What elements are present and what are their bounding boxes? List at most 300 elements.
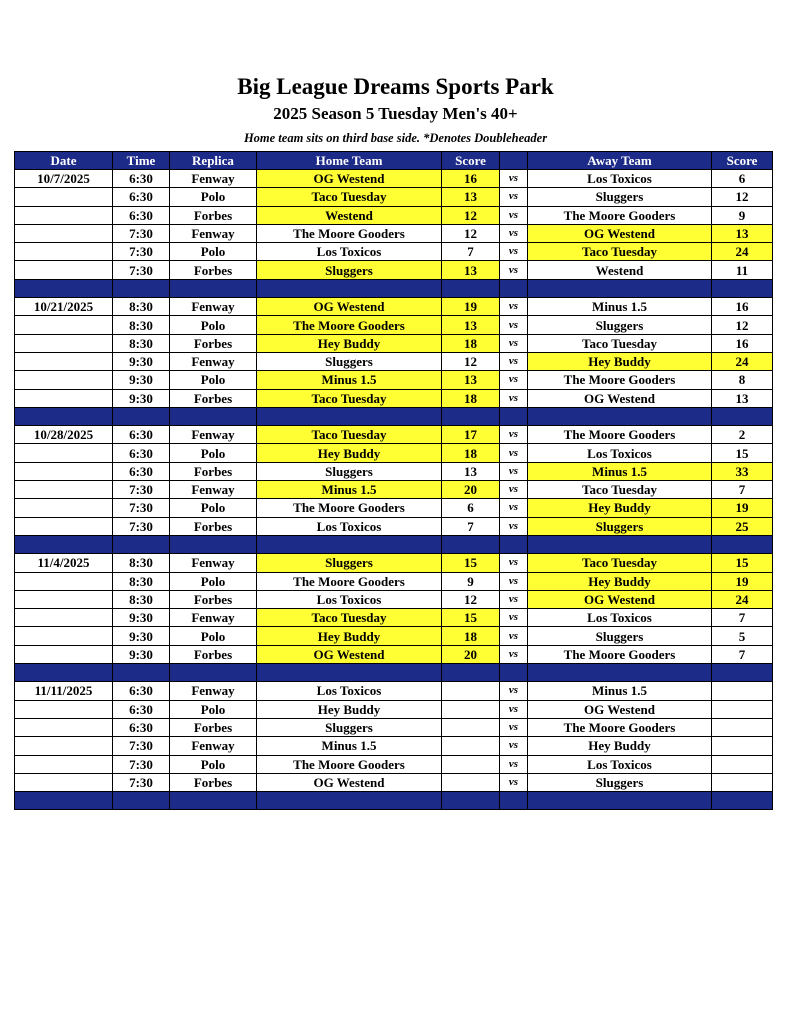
away-score-cell: 15 — [712, 444, 773, 462]
table-row — [15, 572, 773, 590]
home-team-cell: Taco Tuesday — [257, 188, 442, 206]
away-score-cell — [712, 737, 773, 755]
date-cell — [15, 737, 113, 755]
replica-cell: Forbes — [170, 773, 257, 791]
separator-cell — [500, 279, 528, 297]
date-cell — [15, 389, 113, 407]
vs-cell: vs — [500, 426, 528, 444]
home-score-cell: 12 — [442, 206, 500, 224]
home-score-cell — [442, 755, 500, 773]
away-score-cell: 15 — [712, 554, 773, 572]
home-team-cell: Westend — [257, 206, 442, 224]
replica-cell: Forbes — [170, 517, 257, 535]
home-team-cell: Minus 1.5 — [257, 481, 442, 499]
separator-cell — [442, 664, 500, 682]
date-cell — [15, 700, 113, 718]
separator-cell — [500, 535, 528, 553]
separator-cell — [15, 664, 113, 682]
separator-cell — [15, 792, 113, 810]
date-cell: 10/28/2025 — [15, 426, 113, 444]
week-separator-row — [15, 535, 773, 553]
away-score-cell: 24 — [712, 352, 773, 370]
date-cell — [15, 224, 113, 242]
away-team-cell: Hey Buddy — [528, 352, 712, 370]
home-team-cell: Los Toxicos — [257, 517, 442, 535]
away-team-cell: Minus 1.5 — [528, 682, 712, 700]
home-score-cell: 13 — [442, 316, 500, 334]
separator-cell — [257, 279, 442, 297]
replica-cell: Fenway — [170, 609, 257, 627]
away-team-cell: Taco Tuesday — [528, 334, 712, 352]
away-score-cell — [712, 755, 773, 773]
replica-cell: Polo — [170, 316, 257, 334]
separator-cell — [15, 279, 113, 297]
separator-cell — [442, 792, 500, 810]
separator-cell — [170, 792, 257, 810]
home-score-cell — [442, 773, 500, 791]
home-score-cell: 7 — [442, 243, 500, 261]
replica-cell: Forbes — [170, 462, 257, 480]
time-cell: 6:30 — [113, 444, 170, 462]
replica-cell: Forbes — [170, 718, 257, 736]
replica-cell: Fenway — [170, 170, 257, 188]
separator-cell — [712, 407, 773, 425]
date-cell — [15, 316, 113, 334]
away-team-cell: The Moore Gooders — [528, 645, 712, 663]
separator-cell — [257, 535, 442, 553]
home-score-cell: 13 — [442, 188, 500, 206]
away-score-cell: 25 — [712, 517, 773, 535]
separator-cell — [170, 664, 257, 682]
home-team-cell: Hey Buddy — [257, 700, 442, 718]
vs-cell: vs — [500, 170, 528, 188]
time-cell: 6:30 — [113, 718, 170, 736]
date-cell — [15, 609, 113, 627]
away-team-cell: Sluggers — [528, 773, 712, 791]
replica-cell: Polo — [170, 444, 257, 462]
replica-cell: Fenway — [170, 481, 257, 499]
table-row — [15, 316, 773, 334]
replica-cell: Fenway — [170, 298, 257, 316]
away-score-cell: 19 — [712, 572, 773, 590]
separator-cell — [113, 664, 170, 682]
replica-cell: Polo — [170, 700, 257, 718]
away-score-cell: 24 — [712, 243, 773, 261]
home-score-cell — [442, 718, 500, 736]
col-header-away-team: Away Team — [528, 152, 712, 170]
date-cell — [15, 462, 113, 480]
away-score-cell: 13 — [712, 389, 773, 407]
vs-cell: vs — [500, 188, 528, 206]
vs-cell: vs — [500, 609, 528, 627]
replica-cell: Polo — [170, 627, 257, 645]
away-score-cell: 12 — [712, 188, 773, 206]
date-cell — [15, 572, 113, 590]
home-score-cell: 9 — [442, 572, 500, 590]
date-cell — [15, 352, 113, 370]
date-cell: 11/11/2025 — [15, 682, 113, 700]
vs-cell: vs — [500, 700, 528, 718]
page-title: Big League Dreams Sports Park — [237, 74, 554, 99]
date-cell — [15, 718, 113, 736]
separator-cell — [442, 279, 500, 297]
time-cell: 8:30 — [113, 298, 170, 316]
vs-cell: vs — [500, 316, 528, 334]
time-cell: 9:30 — [113, 389, 170, 407]
table-row — [15, 389, 773, 407]
separator-cell — [528, 407, 712, 425]
table-row — [15, 737, 773, 755]
vs-cell: vs — [500, 682, 528, 700]
table-row — [15, 298, 773, 316]
date-cell — [15, 444, 113, 462]
time-cell: 7:30 — [113, 517, 170, 535]
date-cell — [15, 755, 113, 773]
table-row — [15, 627, 773, 645]
separator-cell — [257, 792, 442, 810]
replica-cell: Polo — [170, 371, 257, 389]
vs-cell: vs — [500, 224, 528, 242]
home-team-cell: The Moore Gooders — [257, 755, 442, 773]
time-cell: 6:30 — [113, 170, 170, 188]
home-team-cell: Los Toxicos — [257, 243, 442, 261]
table-row — [15, 481, 773, 499]
replica-cell: Forbes — [170, 645, 257, 663]
date-cell — [15, 645, 113, 663]
table-row — [15, 188, 773, 206]
away-score-cell: 5 — [712, 627, 773, 645]
vs-cell: vs — [500, 206, 528, 224]
home-score-cell: 15 — [442, 609, 500, 627]
col-header-away-score: Score — [712, 152, 773, 170]
replica-cell: Fenway — [170, 352, 257, 370]
separator-cell — [528, 664, 712, 682]
away-team-cell: OG Westend — [528, 590, 712, 608]
away-score-cell: 7 — [712, 609, 773, 627]
replica-cell: Fenway — [170, 426, 257, 444]
replica-cell: Forbes — [170, 261, 257, 279]
away-team-cell: Sluggers — [528, 627, 712, 645]
vs-cell: vs — [500, 352, 528, 370]
home-team-cell: The Moore Gooders — [257, 316, 442, 334]
replica-cell: Polo — [170, 755, 257, 773]
table-row — [15, 517, 773, 535]
home-team-cell: OG Westend — [257, 773, 442, 791]
vs-cell: vs — [500, 444, 528, 462]
away-score-cell: 7 — [712, 481, 773, 499]
away-score-cell: 13 — [712, 224, 773, 242]
vs-cell: vs — [500, 718, 528, 736]
away-score-cell: 2 — [712, 426, 773, 444]
away-score-cell: 9 — [712, 206, 773, 224]
home-score-cell — [442, 737, 500, 755]
time-cell: 7:30 — [113, 773, 170, 791]
week-separator-row — [15, 664, 773, 682]
separator-cell — [170, 407, 257, 425]
away-team-cell: Taco Tuesday — [528, 481, 712, 499]
table-row — [15, 755, 773, 773]
table-row — [15, 206, 773, 224]
time-cell: 7:30 — [113, 243, 170, 261]
vs-cell: vs — [500, 499, 528, 517]
week-separator-row — [15, 792, 773, 810]
separator-cell — [113, 792, 170, 810]
time-cell: 7:30 — [113, 224, 170, 242]
replica-cell: Polo — [170, 188, 257, 206]
replica-cell: Forbes — [170, 206, 257, 224]
separator-cell — [113, 279, 170, 297]
home-team-cell: Los Toxicos — [257, 590, 442, 608]
away-score-cell: 16 — [712, 298, 773, 316]
separator-cell — [528, 792, 712, 810]
away-team-cell: Taco Tuesday — [528, 554, 712, 572]
time-cell: 9:30 — [113, 352, 170, 370]
replica-cell: Polo — [170, 572, 257, 590]
home-team-cell: The Moore Gooders — [257, 224, 442, 242]
home-team-cell: Hey Buddy — [257, 334, 442, 352]
time-cell: 9:30 — [113, 371, 170, 389]
time-cell: 6:30 — [113, 206, 170, 224]
home-team-cell: Los Toxicos — [257, 682, 442, 700]
schedule-note: Home team sits on third base side. *Denotes Doubleheader — [243, 131, 548, 145]
page-subtitle: 2025 Season 5 Tuesday Men's 40+ — [273, 104, 518, 123]
table-header-row — [15, 152, 773, 170]
replica-cell: Fenway — [170, 682, 257, 700]
away-team-cell: The Moore Gooders — [528, 206, 712, 224]
home-team-cell: Taco Tuesday — [257, 609, 442, 627]
separator-cell — [712, 792, 773, 810]
vs-cell: vs — [500, 481, 528, 499]
time-cell: 7:30 — [113, 499, 170, 517]
home-score-cell: 6 — [442, 499, 500, 517]
vs-cell: vs — [500, 243, 528, 261]
vs-cell: vs — [500, 554, 528, 572]
table-row — [15, 426, 773, 444]
away-team-cell: Sluggers — [528, 517, 712, 535]
vs-cell: vs — [500, 389, 528, 407]
week-separator-row — [15, 407, 773, 425]
away-score-cell: 19 — [712, 499, 773, 517]
home-score-cell: 12 — [442, 224, 500, 242]
home-team-cell: Sluggers — [257, 462, 442, 480]
separator-cell — [15, 535, 113, 553]
table-row — [15, 170, 773, 188]
table-row — [15, 682, 773, 700]
separator-cell — [257, 664, 442, 682]
away-team-cell: Minus 1.5 — [528, 462, 712, 480]
vs-cell: vs — [500, 737, 528, 755]
col-header-home-team: Home Team — [257, 152, 442, 170]
date-cell — [15, 188, 113, 206]
home-team-cell: The Moore Gooders — [257, 572, 442, 590]
away-team-cell: Sluggers — [528, 316, 712, 334]
home-score-cell: 16 — [442, 170, 500, 188]
home-score-cell: 18 — [442, 444, 500, 462]
table-row — [15, 371, 773, 389]
away-team-cell: Los Toxicos — [528, 170, 712, 188]
table-row — [15, 700, 773, 718]
home-score-cell: 20 — [442, 481, 500, 499]
date-cell — [15, 590, 113, 608]
table-row — [15, 499, 773, 517]
away-score-cell: 33 — [712, 462, 773, 480]
time-cell: 7:30 — [113, 481, 170, 499]
time-cell: 6:30 — [113, 682, 170, 700]
time-cell: 6:30 — [113, 462, 170, 480]
replica-cell: Forbes — [170, 590, 257, 608]
time-cell: 8:30 — [113, 554, 170, 572]
table-row — [15, 645, 773, 663]
away-score-cell — [712, 773, 773, 791]
time-cell: 9:30 — [113, 609, 170, 627]
vs-cell: vs — [500, 334, 528, 352]
home-score-cell: 17 — [442, 426, 500, 444]
replica-cell: Forbes — [170, 334, 257, 352]
away-team-cell: The Moore Gooders — [528, 426, 712, 444]
home-score-cell: 12 — [442, 590, 500, 608]
home-score-cell — [442, 700, 500, 718]
date-cell — [15, 261, 113, 279]
col-header-time: Time — [113, 152, 170, 170]
separator-cell — [15, 407, 113, 425]
time-cell: 9:30 — [113, 627, 170, 645]
col-header-date: Date — [15, 152, 113, 170]
col-header-vs — [500, 152, 528, 170]
away-team-cell: Hey Buddy — [528, 737, 712, 755]
separator-cell — [170, 279, 257, 297]
table-row — [15, 609, 773, 627]
home-team-cell: Sluggers — [257, 352, 442, 370]
away-team-cell: The Moore Gooders — [528, 718, 712, 736]
table-row — [15, 718, 773, 736]
away-score-cell: 11 — [712, 261, 773, 279]
vs-cell: vs — [500, 773, 528, 791]
away-team-cell: OG Westend — [528, 224, 712, 242]
time-cell: 8:30 — [113, 334, 170, 352]
vs-cell: vs — [500, 645, 528, 663]
away-team-cell: Los Toxicos — [528, 444, 712, 462]
vs-cell: vs — [500, 298, 528, 316]
separator-cell — [500, 792, 528, 810]
table-row — [15, 462, 773, 480]
time-cell: 6:30 — [113, 426, 170, 444]
home-score-cell — [442, 682, 500, 700]
home-team-cell: The Moore Gooders — [257, 499, 442, 517]
away-team-cell: Westend — [528, 261, 712, 279]
vs-cell: vs — [500, 627, 528, 645]
away-team-cell: Hey Buddy — [528, 499, 712, 517]
vs-cell: vs — [500, 462, 528, 480]
away-team-cell: Sluggers — [528, 188, 712, 206]
date-cell — [15, 627, 113, 645]
away-team-cell: Hey Buddy — [528, 572, 712, 590]
away-team-cell: OG Westend — [528, 700, 712, 718]
away-score-cell: 16 — [712, 334, 773, 352]
vs-cell: vs — [500, 517, 528, 535]
away-score-cell — [712, 700, 773, 718]
replica-cell: Fenway — [170, 737, 257, 755]
separator-cell — [712, 664, 773, 682]
replica-cell: Polo — [170, 499, 257, 517]
home-score-cell: 15 — [442, 554, 500, 572]
home-team-cell: Minus 1.5 — [257, 371, 442, 389]
home-team-cell: Taco Tuesday — [257, 426, 442, 444]
date-cell — [15, 334, 113, 352]
home-score-cell: 20 — [442, 645, 500, 663]
separator-cell — [712, 279, 773, 297]
away-team-cell: Minus 1.5 — [528, 298, 712, 316]
table-row — [15, 352, 773, 370]
home-team-cell: Hey Buddy — [257, 627, 442, 645]
home-team-cell: OG Westend — [257, 170, 442, 188]
separator-cell — [170, 535, 257, 553]
date-cell — [15, 481, 113, 499]
away-score-cell: 8 — [712, 371, 773, 389]
schedule-table — [14, 151, 773, 810]
separator-cell — [500, 664, 528, 682]
home-team-cell: Hey Buddy — [257, 444, 442, 462]
away-team-cell: Los Toxicos — [528, 755, 712, 773]
vs-cell: vs — [500, 371, 528, 389]
time-cell: 6:30 — [113, 188, 170, 206]
away-score-cell: 24 — [712, 590, 773, 608]
away-score-cell: 7 — [712, 645, 773, 663]
date-cell: 11/4/2025 — [15, 554, 113, 572]
separator-cell — [113, 535, 170, 553]
vs-cell: vs — [500, 261, 528, 279]
time-cell: 7:30 — [113, 755, 170, 773]
date-cell — [15, 499, 113, 517]
home-score-cell: 19 — [442, 298, 500, 316]
home-score-cell: 7 — [442, 517, 500, 535]
home-team-cell: Taco Tuesday — [257, 389, 442, 407]
separator-cell — [528, 535, 712, 553]
home-team-cell: OG Westend — [257, 298, 442, 316]
separator-cell — [442, 407, 500, 425]
table-row — [15, 590, 773, 608]
away-score-cell: 6 — [712, 170, 773, 188]
replica-cell: Fenway — [170, 224, 257, 242]
date-cell — [15, 517, 113, 535]
vs-cell: vs — [500, 755, 528, 773]
time-cell: 8:30 — [113, 572, 170, 590]
time-cell: 9:30 — [113, 645, 170, 663]
home-score-cell: 18 — [442, 334, 500, 352]
away-team-cell: OG Westend — [528, 389, 712, 407]
home-score-cell: 13 — [442, 462, 500, 480]
separator-cell — [442, 535, 500, 553]
time-cell: 6:30 — [113, 700, 170, 718]
col-header-replica: Replica — [170, 152, 257, 170]
home-team-cell: Minus 1.5 — [257, 737, 442, 755]
date-cell: 10/21/2025 — [15, 298, 113, 316]
vs-cell: vs — [500, 590, 528, 608]
table-row — [15, 261, 773, 279]
date-cell — [15, 206, 113, 224]
table-row — [15, 773, 773, 791]
separator-cell — [528, 279, 712, 297]
date-cell — [15, 773, 113, 791]
col-header-home-score: Score — [442, 152, 500, 170]
replica-cell: Forbes — [170, 389, 257, 407]
home-team-cell: Sluggers — [257, 554, 442, 572]
table-row — [15, 444, 773, 462]
separator-cell — [113, 407, 170, 425]
home-score-cell: 13 — [442, 261, 500, 279]
away-team-cell: Los Toxicos — [528, 609, 712, 627]
away-team-cell: The Moore Gooders — [528, 371, 712, 389]
home-score-cell: 18 — [442, 389, 500, 407]
